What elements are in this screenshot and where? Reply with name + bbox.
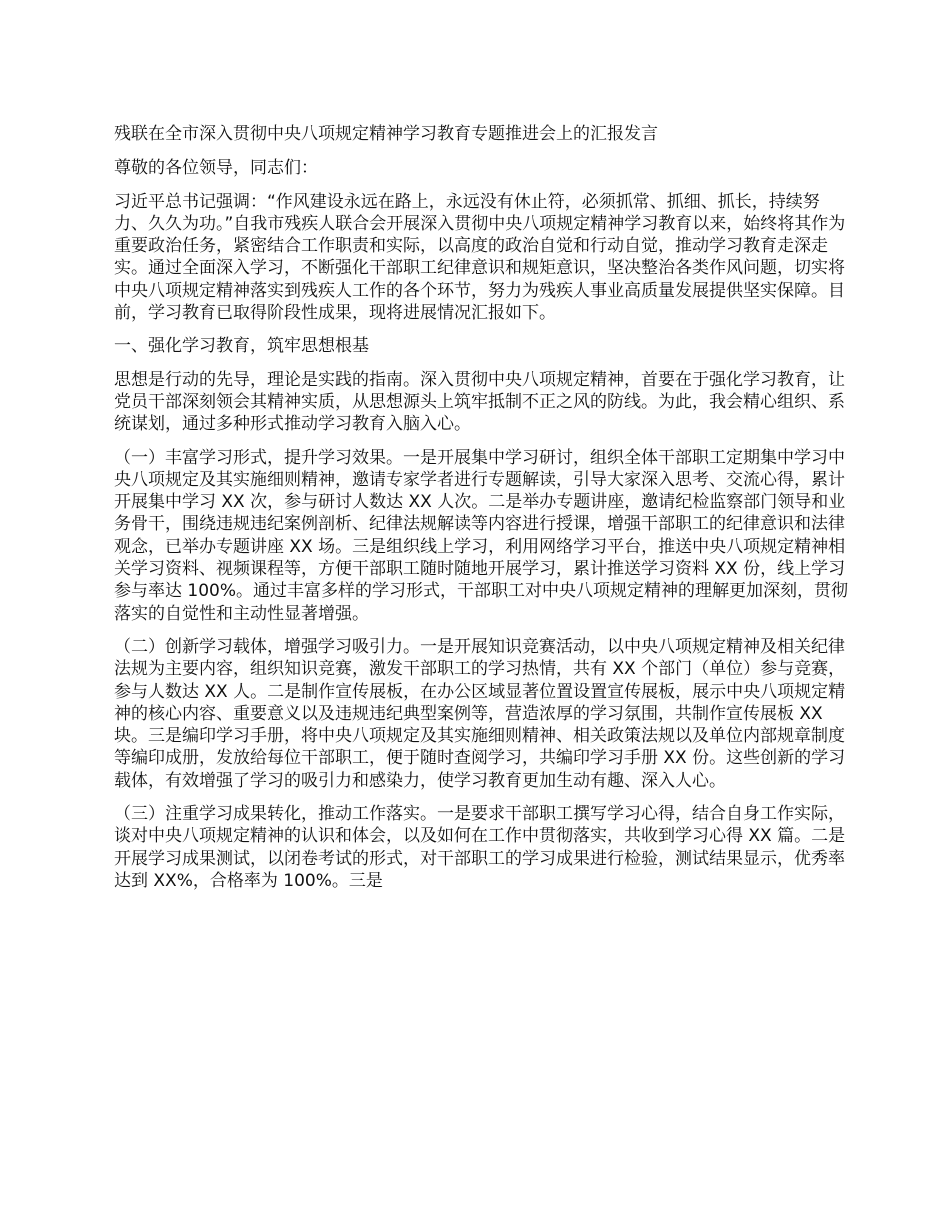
paragraph-subsection-3: （三）注重学习成果转化，推动工作落实。一是要求干部职工撰写学习心得，结合自身工作实际，谈对中央八项规定精神的认识和体会，以及如何在工作中贯彻落实，共收到学习心得 XX 篇。二是开展学习成果测试，以闭卷考试的形式，对干部职工的学习成果进行检验，测试结果显示，优秀率达到 XX%，合格率为 100%。三是 — [114, 804, 846, 891]
salutation: 尊敬的各位领导，同志们： — [114, 158, 318, 179]
paragraph-section-1-intro: 思想是行动的先导，理论是实践的指南。深入贯彻中央八项规定精神，首要在于强化学习教育，让党员干部深刻领会其精神实质，从思想源头上筑牢抵制不正之风的防线。为此，我会精心组织、系统谋划，通过多种形式推动学习教育入脑入心。 — [114, 369, 845, 435]
paragraph-subsection-2: （二）创新学习载体，增强学习吸引力。一是开展知识竞赛活动，以中央八项规定精神及相关纪律法规为主要内容，组织知识竞赛，激发干部职工的学习热情，共有 XX 个部门（单位）参与竞赛，参与人数达 XX 人。二是制作宣传展板，在办公区域显著位置设置宣传展板，展示中央八项规定精神的核心内容、重要意义以及违规违纪典型案例等，营造浓厚的学习氛围，共制作宣传展板 XX 块。三是编印学习手册，将中央八项规定及其实施细则精神、相关政策法规以及单位内部规章制度等编印成册，发放给每位干部职工，便于随时查阅学习，共编印学习手册 XX 份。这些创新的学习载体，有效增强了学习的吸引力和感染力，使学习教育更加生动有趣、深入人心。 — [114, 636, 846, 791]
paragraph-intro: 习近平总书记强调：“作风建设永远在路上，永远没有休止符，必须抓常、抓细、抓长，持续努力、久久为功。”自我市残疾人联合会开展深入贯彻中央八项规定精神学习教育以来，始终将其作为重要政治任务，紧密结合工作职责和实际，以高度的政治自觉和行动自觉，推动学习教育走深走实。通过全面深入学习，不断强化干部职工纪律意识和规矩意识，坚决整治各类作风问题，切实将中央八项规定精神落实到残疾人工作的各个环节，努力为残疾人事业高质量发展提供坚实保障。目前，学习教育已取得阶段性成果，现将进展情况汇报如下。 — [114, 191, 846, 324]
document-body — [114, 123, 852, 903]
paragraph-subsection-1: （一）丰富学习形式，提升学习效果。一是开展集中学习研讨，组织全体干部职工定期集中学习中央八项规定及其实施细则精神，邀请专家学者进行专题解读，引导大家深入思考、交流心得，累计开展集中学习 XX 次，参与研讨人数达 XX 人次。二是举办专题讲座，邀请纪检监察部门领导和业务骨干，围绕违规违纪案例剖析、纪律法规解读等内容进行授课，增强干部职工的纪律意识和法律观念，已举办专题讲座 XX 场。三是组织线上学习，利用网络学习平台，推送中央八项规定精神相关学习资料、视频课程等，方便干部职工随时随地开展学习，累计推送学习资料 XX 份，线上学习参与率达 100%。通过丰富多样的学习形式，干部职工对中央八项规定精神的理解更加深刻，贯彻落实的自觉性和主动性显著增强。 — [114, 447, 849, 624]
document-title: 残联在全市深入贯彻中央八项规定精神学习教育专题推进会上的汇报发言 — [114, 124, 658, 144]
section-heading-1: 一、强化学习教育，筑牢思想根基 — [114, 336, 369, 357]
